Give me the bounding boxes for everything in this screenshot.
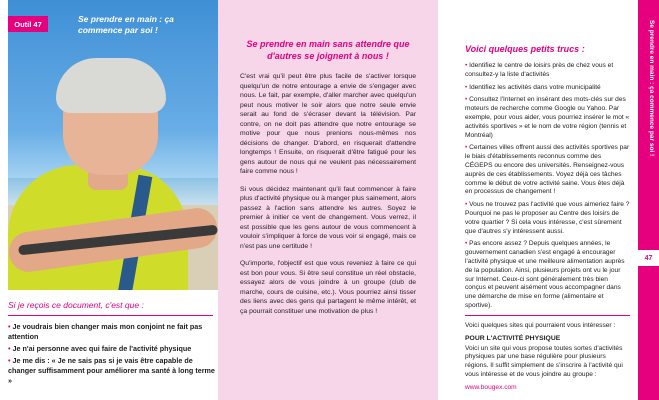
hero-photo [8, 0, 218, 290]
website-link[interactable]: www.bougex.com [465, 383, 517, 391]
left-panel [0, 0, 218, 400]
tip-item: • Vous ne trouvez pas l'activité que vous aimeriez faire ? Pourquoi ne pas le proposer au Centre des loisirs de votre quartier ? Si cela vous intéresse, c'est sûrement que d'autres s'y intéressent aussi. [465, 201, 630, 235]
divider [8, 315, 213, 316]
divider [465, 315, 630, 316]
tip-item: • Pas encore assez ? Depuis quelques années, le gouvernement canadien s'est engagé à encourager l'activité physique et une meilleure alimentation auprès de la population. Ainsi, plusieurs projets ont vu le jour sur Internet. Ceux-ci sont généralement très bien conçus et peuvent aisément vous accompagner dans une démarche de mise en forme (alimentaire et sportive). [465, 240, 625, 309]
hero-title: Se prendre en main : ça commence par soi ! [78, 14, 174, 35]
paragraph: C'est vrai qu'il peut être plus facile de s'activer lorsque quelqu'un de notre entourage a envie de s'engager avec nous. Le fait, par exemple, d'aller marcher avec quelqu'un peut nous motiver le soir alors que notre seule envie serait au fond de s'écraser devant la télévision. Par contre, on ne doit pas attendre que notre entourage se motive pour que nous prenions nous-mêmes nos décisions de changer. D'abord, en risquerait d'attendre longtemps ! Ensuite, on risquerait d'être fatigué pour les gens autour de nous qui ne veulent pas nécessairement faire comme nous ! [240, 73, 416, 175]
sites-intro: Voici quelques sites qui pourraient vous intéresser : [465, 321, 616, 329]
caption: Si je reçois ce document, c'est que : [8, 300, 144, 310]
tip-item: • Certaines villes offrent aussi des activités sportives par le biais d'établissements reconnus comme des CÉGEPS ou encore des universités. Renseignez-vous auprès de ces établissements. Voyez déjà ces tâches comme le début de votre activité saine. Vous êtes déjà en processus de changement ! [465, 144, 630, 196]
paragraph: Si vous décidez maintenant qu'il faut commencer à faire plus d'activité physique ou à manger plus sainement, alors passez à l'action sans attendre les autres. Soyez le premier à initier ce vent de changement. Vous verrez, il est possible que les gens autour de vous commencent à vouloir s'impliquer à force de vous voir si engagé, mais ce n'est pas une certitude ! [240, 185, 416, 250]
tool-badge: Outil 47 [8, 16, 48, 32]
right-panel [438, 0, 638, 400]
middle-panel [218, 0, 438, 400]
tip-item: • Consultez l'Internet en insérant des mots-clés sur des moteurs de recherche comme Google ou Yahoo. Par exemple, pour vous aider, vous pourriez insérer le mot « activités sportives » et le nom de votre région (tennis et Montréal) [465, 96, 630, 139]
list-item: • Je n'ai personne avec qui faire de l'activité physique [8, 344, 192, 353]
tip-item: • Identifiez le centre de loisirs près de chez vous et consultez-y la liste d'activités [465, 62, 614, 78]
strip-title: Se prendre en main : ça commence par soi ! [648, 20, 655, 157]
tips-title: Voici quelques petits trucs : [465, 44, 585, 54]
list-item: • Je voudrais bien changer mais mon conjoint ne fait pas attention [8, 322, 203, 341]
side-strip [638, 0, 659, 400]
list-item: • Je me dis : « Je ne sais pas si je vais être capable de changer suffisamment pour améliorer ma santé à long terme » [8, 356, 215, 385]
paragraph: Qu'importe, l'objectif est que vous reveniez à faire ce qui est bon pour vous. Si être seul constitue un réel obstacle, essayez alors de vous joindre à un groupe (club de marche, cours de cuisine, etc.). Vous pourriez ainsi tisser des liens avec des gens qui partagent le même intérêt, et ça pourrait constituer une motivation de plus ! [240, 260, 416, 315]
reasons-list [8, 322, 218, 388]
middle-title: Se prendre en main sans attendre que d'autres se joignent à nous ! [246, 39, 410, 61]
section-text: Voici un site qui vous propose toutes sortes d'activités physiques par une base régulière pour plusieurs régions. Il suffit simplement de s'inscrire à l'activité qui vous intéresse et de vous joindre au groupe : [465, 344, 623, 378]
tip-item: • Identifiez les activités dans votre municipalité [465, 83, 601, 91]
page-number: 47 [638, 250, 659, 266]
section-heading: POUR L'ACTIVITÉ PHYSIQUE [465, 334, 561, 342]
